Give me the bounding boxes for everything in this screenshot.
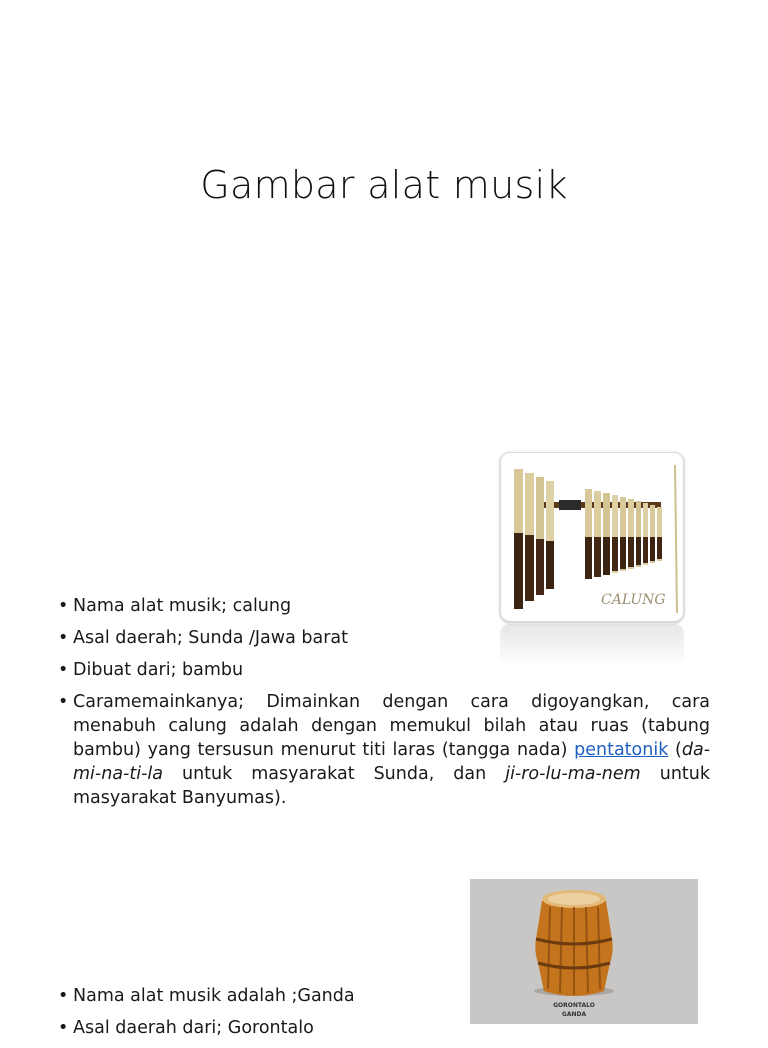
ganda-label-name: GANDA: [561, 1011, 587, 1018]
description-end: untuk masyarakat Banyumas).: [73, 764, 710, 808]
list-item-description: [58, 690, 710, 810]
list-item: • Nama alat musik adalah ;Ganda: [58, 984, 710, 1008]
description-open-paren: (: [668, 740, 682, 760]
calung-bullet-list: [58, 594, 710, 818]
description-intro: Caramemainkanya; Dimainkan dengan cara digoyangkan, cara menabuh calung adalah dengan memukul bilah atau ruas (tabung bambu) yang tersusun menurut titi laras (tangga nada): [73, 692, 710, 760]
description-mid: untuk masyarakat Sunda, dan: [162, 764, 506, 784]
sunda-scale: da-mi-na-ti-la: [73, 740, 711, 784]
ganda-bullet-list: [58, 984, 710, 1048]
ganda-label-region: GORONTALO: [553, 1002, 595, 1009]
list-item: • Dibuat dari; bambu: [58, 658, 710, 682]
pentatonik-link[interactable]: pentatonik: [574, 740, 669, 760]
banyumas-scale: ji-ro-lu-ma-nem: [505, 764, 641, 784]
list-item: • Asal daerah; Sunda /Jawa barat: [58, 626, 710, 650]
calung-label: CALUNG: [601, 592, 666, 608]
list-item: • Nama alat musik; calung: [58, 594, 710, 618]
slide-title: Gambar alat musik: [200, 163, 568, 207]
list-item: • Asal daerah dari; Gorontalo: [58, 1016, 710, 1040]
